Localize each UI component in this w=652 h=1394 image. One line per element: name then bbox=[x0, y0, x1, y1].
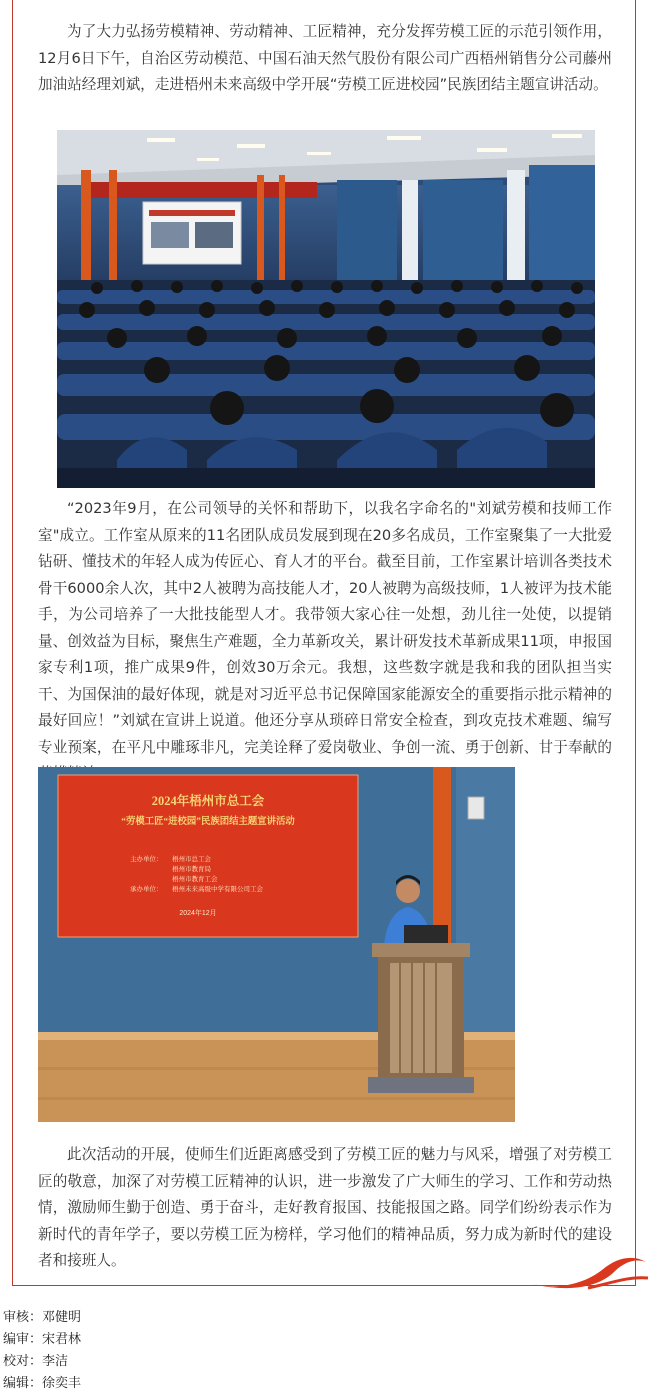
banner-row-value: 梧州市教育局 bbox=[172, 866, 211, 873]
credit-reviewer: 审核：邓健明 bbox=[3, 1310, 82, 1325]
banner-row-value: 梧州市总工会 bbox=[172, 856, 211, 863]
banner-subtitle: “劳模工匠“进校园”民族团结主题宣讲活动 bbox=[121, 817, 295, 827]
lecture-hall-photo bbox=[57, 130, 595, 488]
decorative-swirl-icon bbox=[528, 1244, 652, 1296]
banner-row-value: 梧州未来高级中学有限公司工会 bbox=[172, 886, 263, 893]
paragraph-intro: 为了大力弘扬劳模精神、劳动精神、工匠精神，充分发挥劳模工匠的示范引领作用，12月6日下午，自治区劳动模范、中国石油天然气股份有限公司广西梧州销售分公司藤州加油站经理刘斌，走进梧州未来高级中学开展“劳模工匠进校园”民族团结主题宣讲活动。 bbox=[38, 23, 612, 93]
credit-chief-editor: 编审：宋君林 bbox=[3, 1332, 82, 1347]
credit-editor: 编辑：徐奕丰 bbox=[3, 1376, 82, 1391]
banner-title: 2024年梧州市总工会 bbox=[151, 794, 265, 808]
podium-photo bbox=[38, 767, 515, 1122]
banner-row-label: 主办单位： bbox=[130, 856, 163, 863]
credits-block bbox=[3, 1307, 81, 1394]
lecture-hall-illustration bbox=[57, 130, 595, 488]
banner-row-value: 梧州市教育工会 bbox=[172, 876, 218, 883]
banner-row-label: 承办单位： bbox=[130, 886, 163, 893]
banner-date: 2024年12月 bbox=[179, 910, 217, 917]
credit-proofreader: 校对：李洁 bbox=[3, 1354, 69, 1369]
paragraph-conclusion: 此次活动的开展，使师生们近距离感受到了劳模工匠的魅力与风采，增强了对劳模工匠的敬意，加深了对劳模工匠精神的认识，进一步激发了广大师生的学习、工作和劳动热情，激励师生勤于创造、勇于奋斗，走好教育报国、技能报国之路。同学们纷纷表示作为新时代的青年学子，要以劳模工匠为榜样，学习他们的精神品质，努力成为新时代的建设者和接班人。 bbox=[38, 1146, 612, 1269]
paragraph-speech: “2023年9月，在公司领导的关怀和帮助下，以我名字命名的"刘斌劳模和技师工作室"成立。工作室从原来的11名团队成员发展到现在20多名成员，工作室聚集了一大批爱钻研、懂技术的年轻人成为传匠心、育人才的平台。截至目前，工作室累计培训各类技术骨干6000余人次，其中2人被聘为高技能人才，20人被聘为高级技师，1人被评为技术能手，为公司培养了一大批技能型人才。我带领大家心往一处想，劲儿往一处使，以提销量、创效益为目标，聚焦生产难题，全力革新攻关，累计研发技术革新成果11项，申报国家专利1项，推广成果9件，创效30万余元。我想，这些数字就是我和我的团队担当实干、为国保油的最好体现，就是对习近平总书记保障国家能源安全的重要指示批示精神的最好回应！”刘斌在宣讲上说道。他还分享从琐碎日常安全检查，到攻克技术难题、编写专业预案，在平凡中雕琢非凡，完美诠释了爱岗敬业、争创一流、勇于创新、甘于奉献的 bbox=[38, 500, 612, 756]
podium-illustration bbox=[38, 767, 515, 1122]
